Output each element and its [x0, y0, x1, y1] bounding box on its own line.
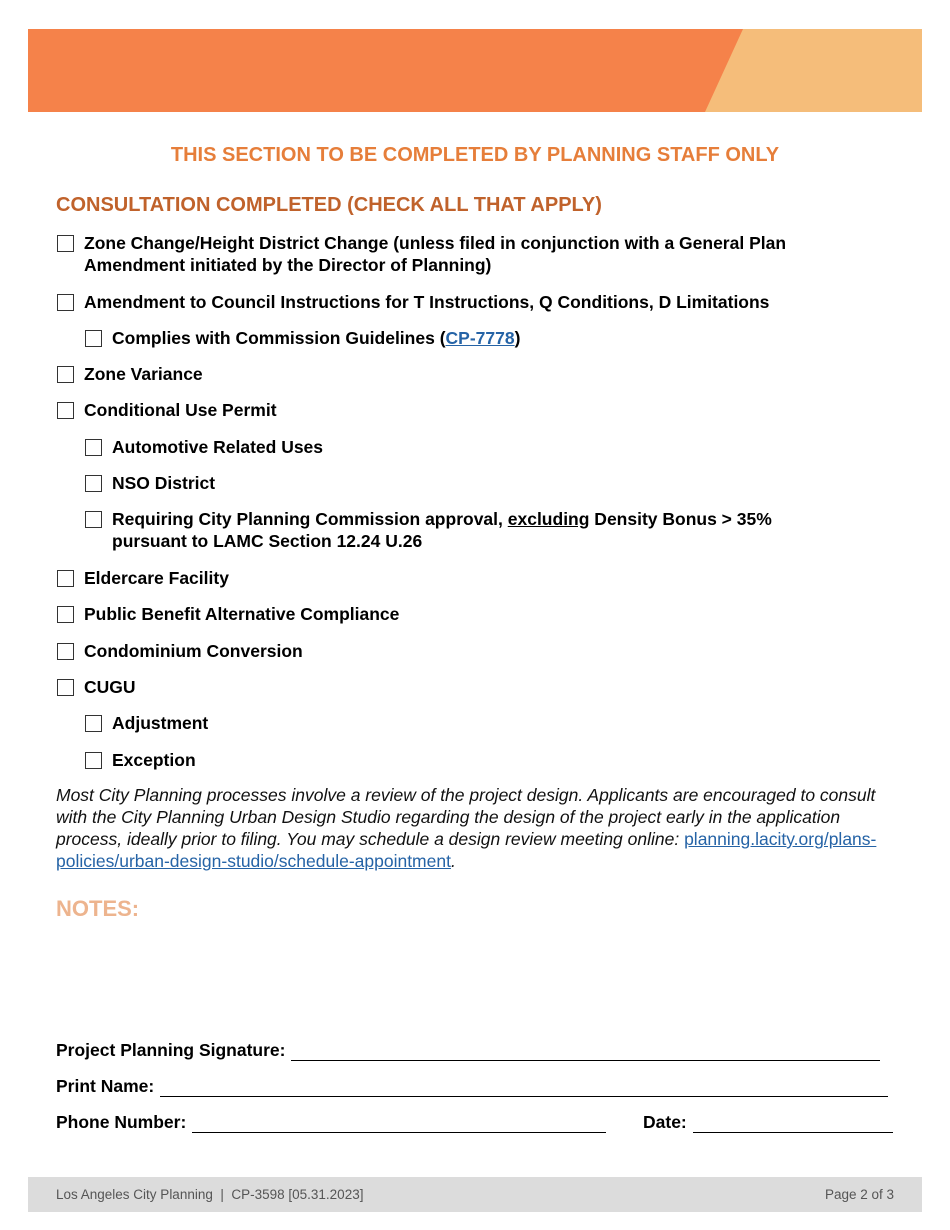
project-planning-signature-label: Project Planning Signature:	[56, 1040, 286, 1060]
phone-number-row	[56, 1112, 606, 1133]
requiring-text: Requiring City Planning Commission approval,	[112, 509, 508, 529]
cp-7778-link[interactable]: CP-7778	[445, 328, 515, 348]
checklist-item-cup	[57, 399, 277, 421]
zone-change-checkbox[interactable]	[57, 235, 74, 252]
condo-label: Condominium Conversion	[84, 641, 303, 661]
checklist-item-complies	[85, 327, 520, 349]
exception-label: Exception	[112, 750, 196, 770]
eldercare-checkbox[interactable]	[57, 570, 74, 587]
page-footer	[28, 1177, 922, 1212]
requiring-text-end: Density Bonus > 35% pursuant to LAMC Section 12.24 U.26	[112, 509, 772, 551]
public-benefit-checkbox[interactable]	[57, 606, 74, 623]
requiring-cpc-label	[112, 508, 832, 552]
project-planning-signature-row	[56, 1040, 880, 1061]
cup-label: Conditional Use Permit	[84, 400, 277, 420]
staff-only-title: THIS SECTION TO BE COMPLETED BY PLANNING STAFF ONLY	[170, 144, 780, 166]
project-planning-signature-field[interactable]	[291, 1042, 880, 1061]
header-banner	[28, 29, 922, 112]
cugu-checkbox[interactable]	[57, 679, 74, 696]
complies-checkbox[interactable]	[85, 330, 102, 347]
date-row	[643, 1112, 893, 1133]
footer-form-id: Los Angeles City Planning | CP-3598 [05.31.2023]	[56, 1187, 364, 1202]
checklist-item-adjustment	[85, 712, 208, 734]
checklist-item-eldercare	[57, 567, 229, 589]
automotive-checkbox[interactable]	[85, 439, 102, 456]
print-name-field[interactable]	[160, 1078, 888, 1097]
print-name-row	[56, 1076, 888, 1097]
banner-graphic	[28, 29, 922, 112]
zone-variance-checkbox[interactable]	[57, 366, 74, 383]
zone-change-label: Zone Change/Height District Change (unless filed in conjunction with a General Plan Amendment initiated by the Director of Planning)	[84, 233, 787, 275]
info-text: Most City Planning processes involve a review of the project design. Applicants are encouraged to consult with the City Planning Urban Design Studio regarding the design of the project early in the application process, ideally prior to filing. You may schedule a design review meeting online:	[56, 785, 876, 849]
checklist-item-exception	[85, 749, 196, 771]
public-benefit-label: Public Benefit Alternative Compliance	[84, 604, 400, 624]
automotive-label: Automotive Related Uses	[112, 437, 324, 457]
date-label: Date:	[643, 1112, 687, 1132]
checklist-item-requiring-cpc	[85, 508, 832, 552]
requiring-cpc-checkbox[interactable]	[85, 511, 102, 528]
checklist-item-zone-variance	[57, 363, 203, 385]
checklist-item-nso	[85, 472, 215, 494]
consultation-section-title: CONSULTATION COMPLETED (CHECK ALL THAT APPLY)	[56, 194, 602, 216]
complies-label	[112, 327, 520, 349]
zone-variance-label: Zone Variance	[84, 364, 203, 384]
amendment-checkbox[interactable]	[57, 294, 74, 311]
complies-text: Complies with Commission Guidelines (	[112, 328, 446, 348]
excluding-emphasis: excluding	[507, 509, 590, 529]
nso-label: NSO District	[112, 473, 216, 493]
date-field[interactable]	[693, 1114, 893, 1133]
nso-checkbox[interactable]	[85, 475, 102, 492]
info-period: .	[450, 851, 456, 871]
adjustment-checkbox[interactable]	[85, 715, 102, 732]
phone-number-label: Phone Number:	[56, 1112, 187, 1132]
checklist-item-automotive	[85, 436, 323, 458]
notes-heading: NOTES:	[56, 896, 140, 921]
schedule-appointment-link[interactable]: planning.lacity.org/plans-policies/urban-design-studio/schedule-appointment	[56, 829, 877, 871]
exception-checkbox[interactable]	[85, 752, 102, 769]
condo-checkbox[interactable]	[57, 643, 74, 660]
phone-number-field[interactable]	[192, 1114, 606, 1133]
checklist-item-public-benefit	[57, 603, 399, 625]
amendment-label: Amendment to Council Instructions for T Instructions, Q Conditions, D Limitations	[84, 292, 770, 312]
eldercare-label: Eldercare Facility	[84, 568, 229, 588]
footer-page-number: Page 2 of 3	[824, 1187, 894, 1202]
checklist-item-amendment	[57, 291, 769, 313]
cugu-label: CUGU	[84, 677, 136, 697]
adjustment-label: Adjustment	[112, 713, 209, 733]
design-review-info	[56, 784, 896, 872]
complies-close-paren: )	[514, 328, 521, 348]
checklist-item-cugu	[57, 676, 136, 698]
cup-checkbox[interactable]	[57, 402, 74, 419]
checklist-item-condo	[57, 640, 303, 662]
print-name-label: Print Name:	[56, 1076, 155, 1096]
checklist-item-zone-change	[57, 232, 864, 276]
banner-accent-band	[705, 29, 922, 112]
